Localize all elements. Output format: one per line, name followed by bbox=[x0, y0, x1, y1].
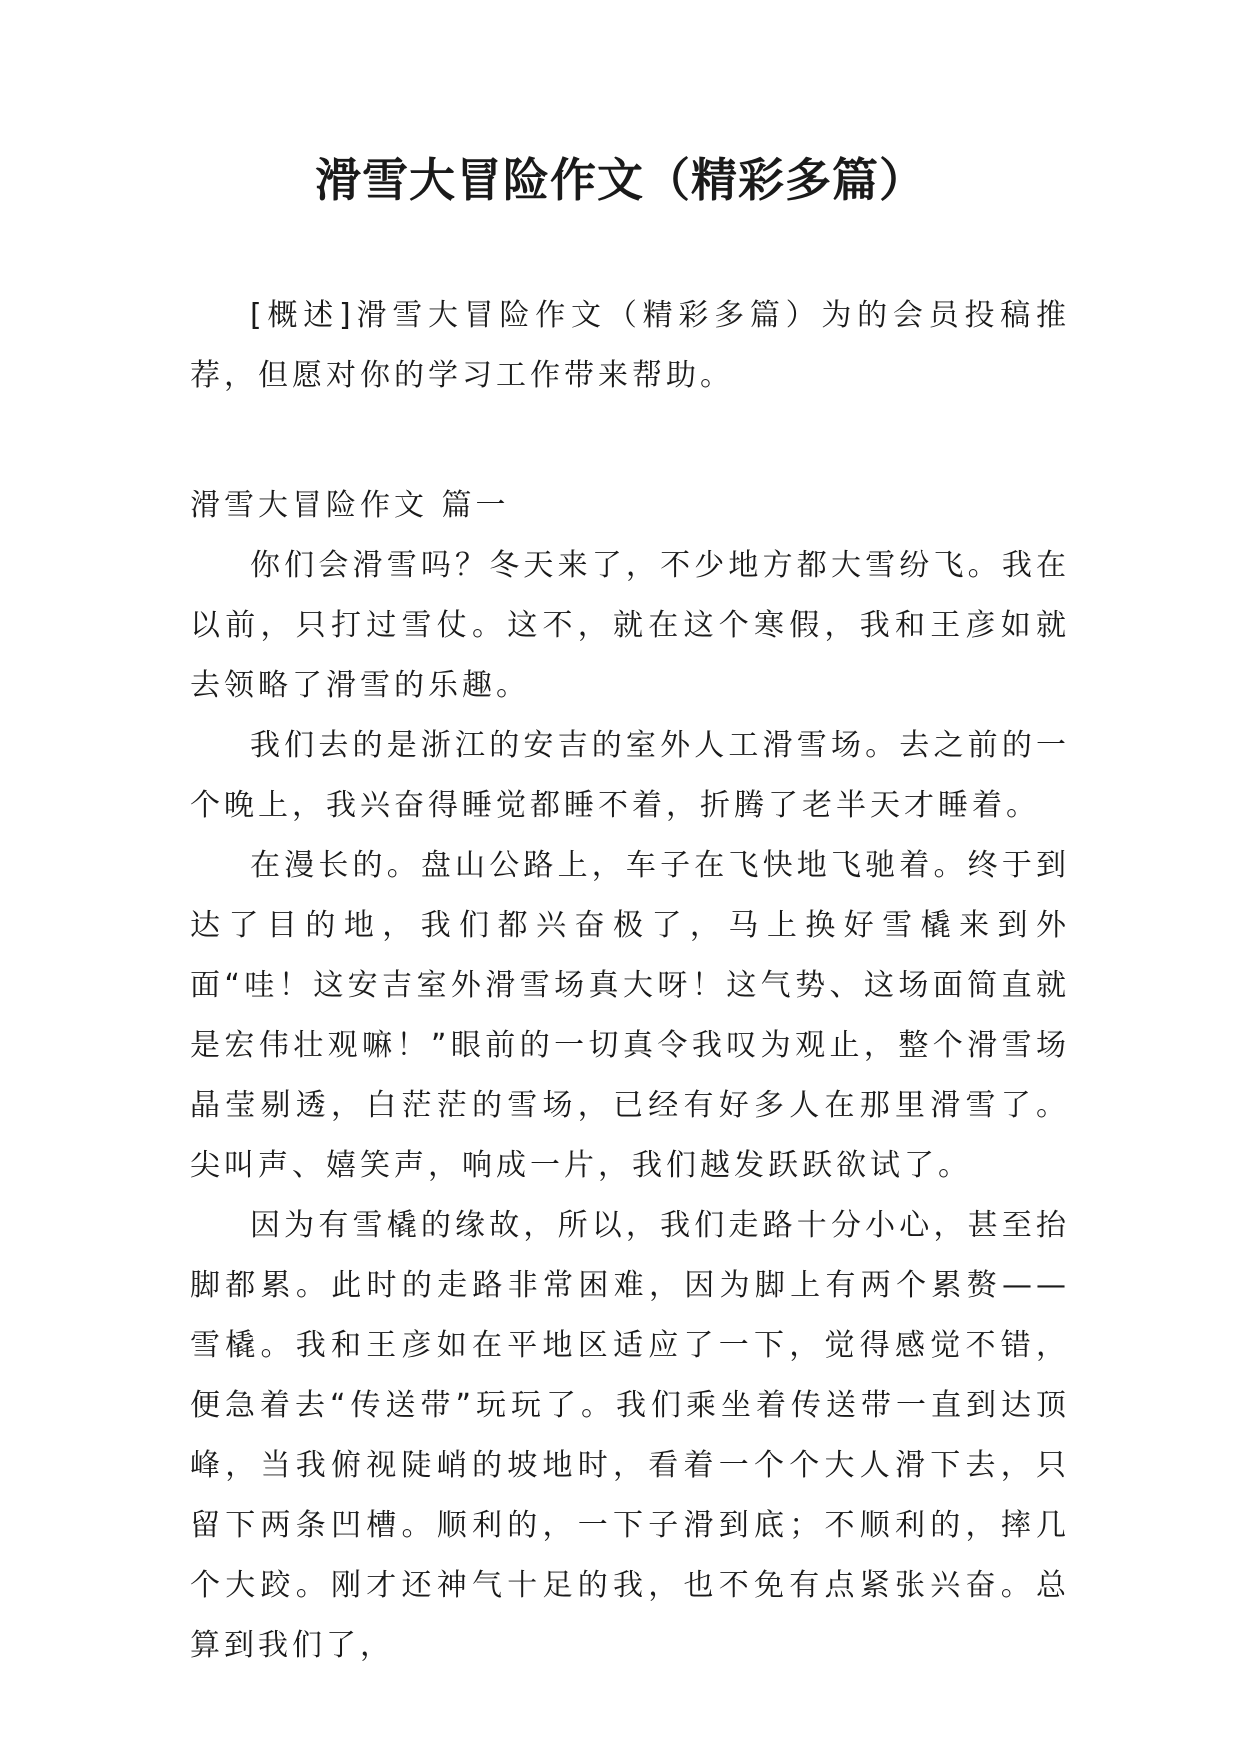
summary-paragraph: [概述]滑雪大冒险作文（精彩多篇）为的会员投稿推荐，但愿对你的学习工作带来帮助。 bbox=[190, 298, 1070, 393]
document-body bbox=[190, 286, 1070, 1676]
body-paragraph-3: 在漫长的。盘山公路上，车子在飞快地飞驰着。终于到达了目的地，我们都兴奋极了，马上换好雪橇来到外面“哇！这安吉室外滑雪场真大呀！这气势、这场面简直就是宏伟壮观嘛！”眼前的一切真令我叹为观止，整个滑雪场晶莹剔透，白茫茫的雪场，已经有好多人在那里滑雪了。尖叫声、嬉笑声，响成一片，我们越发跃跃欲试了。 bbox=[190, 848, 1070, 1183]
section-heading: 滑雪大冒险作文 篇一 bbox=[190, 488, 510, 523]
document-title: 滑雪大冒险作文（精彩多篇） bbox=[315, 153, 926, 207]
body-paragraph-4: 因为有雪橇的缘故，所以，我们走路十分小心，甚至抬脚都累。此时的走路非常困难，因为脚上有两个累赘——雪橇。我和王彦如在平地区适应了一下，觉得感觉不错，便急着去“传送带”玩玩了。我们乘坐着传送带一直到达顶峰，当我俯视陡峭的坡地时，看着一个个大人滑下去，只留下两条凹槽。顺利的，一下子滑到底；不顺利的，摔几个大跤。刚才还神气十足的我，也不免有点紧张兴奋。总算到我们了， bbox=[190, 1208, 1070, 1663]
body-paragraph-1: 你们会滑雪吗？冬天来了，不少地方都大雪纷飞。我在以前，只打过雪仗。这不，就在这个寒假，我和王彦如就去领略了滑雪的乐趣。 bbox=[190, 548, 1070, 703]
body-paragraph-2: 我们去的是浙江的安吉的室外人工滑雪场。去之前的一个晚上，我兴奋得睡觉都睡不着，折腾了老半天才睡着。 bbox=[190, 728, 1070, 823]
